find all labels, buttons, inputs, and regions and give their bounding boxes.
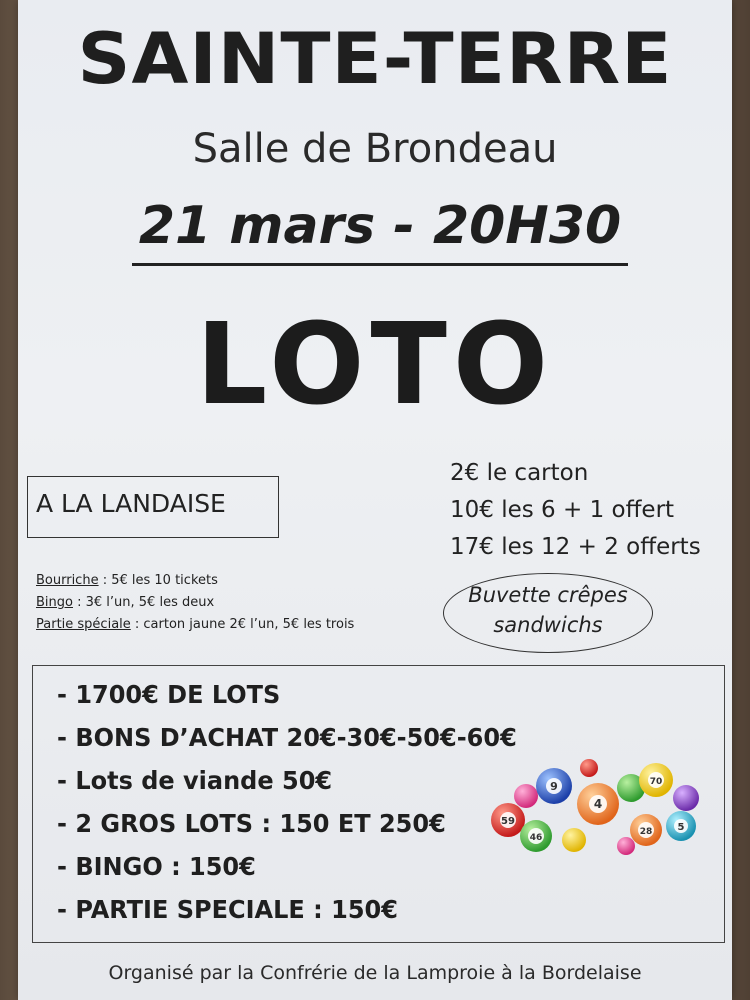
ball (617, 837, 635, 855)
ball-number: 46 (529, 833, 543, 843)
venue-name: Salle de Brondeau (192, 126, 558, 172)
extra-item (36, 592, 354, 614)
prize-item: - Lots de viande 50€ (57, 766, 333, 795)
extra-label: Bingo (36, 595, 73, 610)
ball-number: 70 (649, 777, 663, 787)
prize-item: - 2 GROS LOTS : 150 ET 250€ (57, 809, 446, 838)
ball-number: 5 (677, 822, 685, 833)
extra-text: : 5€ les 10 tickets (98, 573, 218, 588)
ball (580, 759, 598, 777)
prize-item: - BONS D’ACHAT 20€-30€-50€-60€ (57, 723, 517, 752)
buvette-line: Buvette crêpes (468, 583, 628, 607)
buvette-line: sandwichs (493, 613, 603, 637)
ball-number: 59 (501, 816, 515, 827)
extra-text: : carton jaune 2€ l’un, 5€ les trois (130, 617, 355, 632)
ball (562, 828, 586, 852)
ball (514, 784, 538, 808)
game-style-label: A LA LANDAISE (36, 489, 226, 518)
buvette-oval (443, 573, 653, 653)
extra-label: Partie spéciale (36, 617, 131, 632)
extra-item (36, 614, 354, 636)
prize-item: - PARTIE SPECIALE : 150€ (57, 895, 398, 924)
ball-number: 4 (593, 797, 603, 811)
extra-item (36, 570, 354, 592)
price-item: 17€ les 12 + 2 offerts (450, 534, 701, 560)
ball (673, 785, 699, 811)
prize-item: - 1700€ DE LOTS (57, 680, 281, 709)
price-item: 2€ le carton (450, 460, 589, 486)
prize-item: - BINGO : 150€ (57, 852, 256, 881)
date-underline (132, 263, 628, 266)
price-list (450, 455, 701, 566)
event-name: LOTO (195, 300, 555, 430)
organizer-credit: Organisé par la Confrérie de la Lamproie à la Bordelaise (108, 962, 642, 984)
extra-label: Bourriche (36, 573, 99, 588)
price-item: 10€ les 6 + 1 offert (450, 497, 675, 523)
game-style-box (27, 476, 279, 538)
lottery-balls-illustration (486, 758, 706, 858)
extras-list (36, 570, 354, 636)
event-date-time: 21 mars - 20H30 (138, 196, 622, 256)
poster-title: SAINTE-TERRE (77, 18, 673, 100)
extra-text: : 3€ l’un, 5€ les deux (72, 595, 215, 610)
ball-number: 9 (550, 780, 558, 793)
ball-number: 28 (639, 827, 653, 837)
